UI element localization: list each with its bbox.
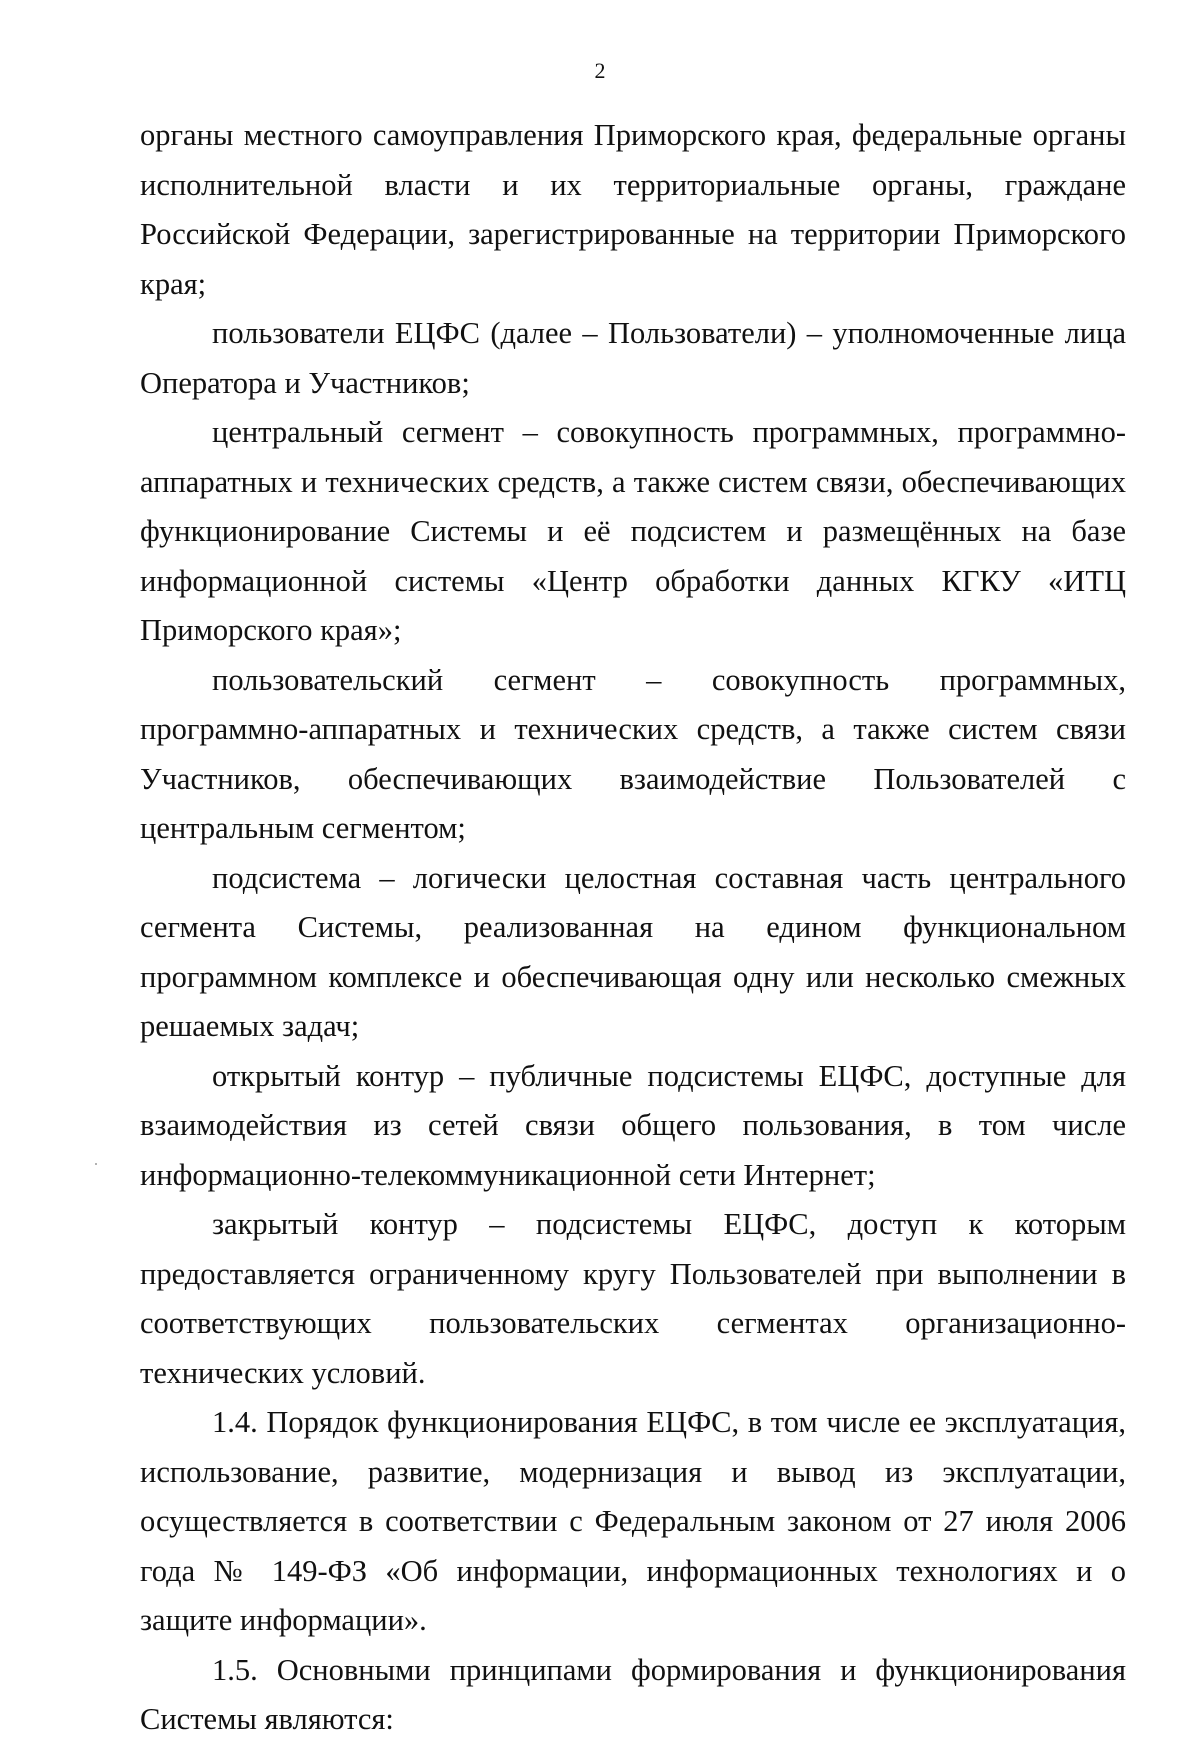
- scan-speck: [95, 1163, 97, 1165]
- paragraph-users-definition: пользователи ЕЦФС (далее – Пользователи) – уполномоченные лица Оператора и Участников;: [140, 316, 1126, 400]
- paragraph-subsystem-definition: подсистема – логически целостная составная часть центрального сегмента Системы, реализованная на едином функциональном программном комплексе и обеспечивающая одну или несколько смежных решаемых задач;: [140, 860, 1126, 1043]
- paragraph-participants-continuation: органы местного самоуправления Приморского края, федеральные органы исполнительной власти и их территориальные органы, граждане Российской Федерации, зарегистрированные на территории Приморского края;: [140, 118, 1126, 301]
- paragraph-closed-contour-definition: закрытый контур – подсистемы ЕЦФС, доступ к которым предоставляется ограниченному кругу Пользователей при выполнении в соответствующих пользовательских сегментах организационно-технических условий.: [140, 1207, 1126, 1390]
- paragraph-user-segment-definition: пользовательский сегмент – совокупность программных, программно-аппаратных и технических средств, а также систем связи Участников, обеспечивающих взаимодействие Пользователей с центральным сегментом;: [140, 662, 1126, 845]
- paragraph-section-1-5: 1.5. Основными принципами формирования и функционирования Системы являются:: [140, 1652, 1126, 1736]
- paragraph-central-segment-definition: центральный сегмент – совокупность программных, программно-аппаратных и технических средств, а также систем связи, обеспечивающих функционирование Системы и её подсистем и размещённых на базе информационной системы «Центр обработки данных КГКУ «ИТЦ Приморского края»;: [140, 415, 1126, 647]
- paragraph-section-1-4: 1.4. Порядок функционирования ЕЦФС, в том числе ее эксплуатация, использование, развитие, модернизация и вывод из эксплуатации, осуществляется в соответствии с Федеральным законом от 27 июля 2006 года № 149-ФЗ «Об информации, информационных технологиях и о защите информации».: [140, 1405, 1126, 1637]
- paragraph-open-contour-definition: открытый контур – публичные подсистемы ЕЦФС, доступные для взаимодействия из сетей связи общего пользования, в том числе информационно-телекоммуникационной сети Интернет;: [140, 1058, 1126, 1192]
- document-body: [140, 111, 1126, 1745]
- page-number: 2: [594, 58, 606, 83]
